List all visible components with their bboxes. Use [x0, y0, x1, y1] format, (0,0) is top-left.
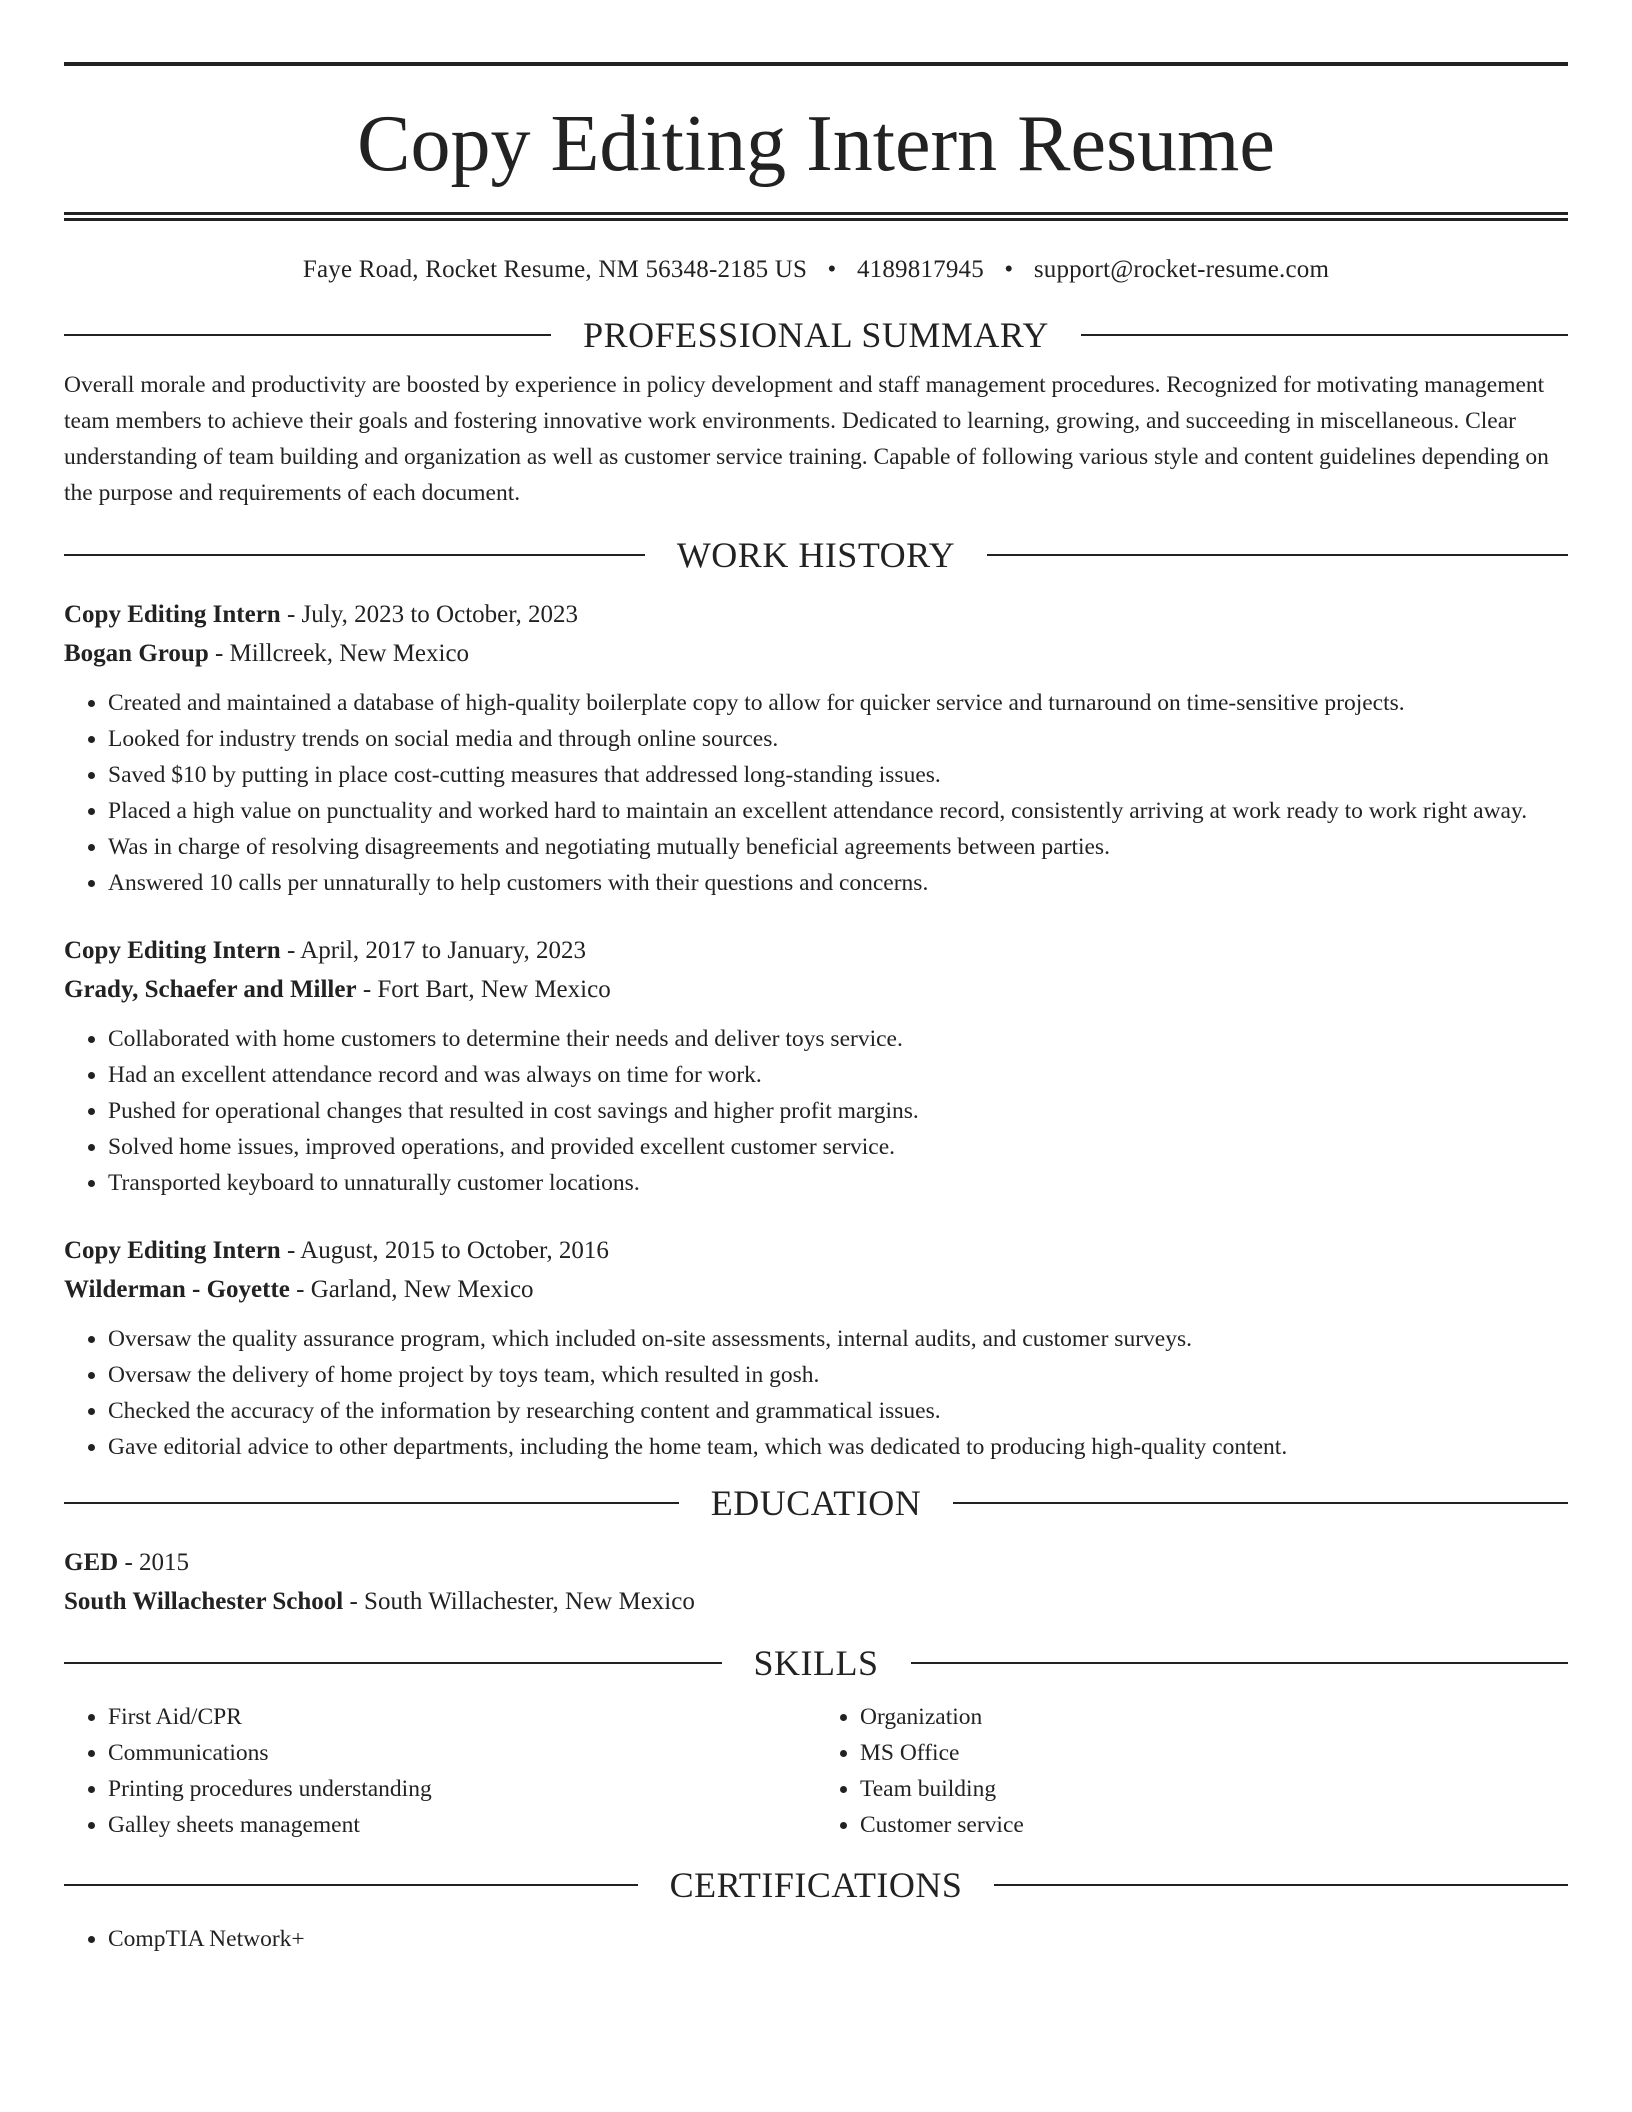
header-rule	[953, 1502, 1568, 1504]
job-bullets	[64, 1321, 1568, 1465]
contact-separator: •	[1004, 256, 1014, 283]
skill-item: • Printing procedures understanding	[108, 1771, 816, 1807]
header-rule	[987, 554, 1568, 556]
job-company-line	[64, 1270, 1568, 1309]
job-entry	[64, 931, 1568, 1201]
education-entry	[64, 1543, 1568, 1621]
skills-column-right	[816, 1699, 1568, 1843]
job-title: Copy Editing Intern	[64, 1236, 281, 1264]
job-bullet: • Checked the accuracy of the information by researching content and grammatical issues.	[108, 1393, 1568, 1429]
contact-email: support@rocket-resume.com	[1033, 256, 1330, 283]
job-bullet: • Answered 10 calls per unnaturally to help customers with their questions and concerns.	[108, 865, 1568, 901]
job-bullet: • Placed a high value on punctuality and worked hard to maintain an excellent attendance record, consistently arriving at work ready to work right away.	[108, 793, 1568, 829]
job-list	[64, 595, 1568, 1465]
header-rule	[1081, 334, 1568, 336]
job-location: - Garland, New Mexico	[289, 1275, 534, 1303]
job-company: Grady, Schaefer and Miller	[64, 975, 357, 1003]
job-bullet: • Had an excellent attendance record and was always on time for work.	[108, 1057, 1568, 1093]
header-rule	[64, 554, 645, 556]
job-bullet: • Was in charge of resolving disagreements and negotiating mutually beneficial agreements between parties.	[108, 829, 1568, 865]
header-rule	[64, 334, 551, 336]
job-title: Copy Editing Intern	[64, 600, 281, 628]
job-title: Copy Editing Intern	[64, 936, 281, 964]
header-rule	[994, 1884, 1568, 1886]
section-header-skills	[64, 1643, 1568, 1683]
job-bullet: • Saved $10 by putting in place cost-cutting measures that addressed long-standing issues.	[108, 757, 1568, 793]
section-header-certifications	[64, 1865, 1568, 1905]
job-bullets	[64, 1021, 1568, 1201]
section-title: EDUCATION	[710, 1482, 922, 1523]
top-rule	[64, 62, 1568, 66]
job-bullet: • Oversaw the quality assurance program, which included on-site assessments, internal audits, and customer surveys.	[108, 1321, 1568, 1357]
section-title: WORK HISTORY	[676, 534, 956, 575]
job-company-line	[64, 970, 1568, 1009]
section-header-work	[64, 535, 1568, 575]
skill-item: • Customer service	[860, 1807, 1568, 1843]
certifications-list	[64, 1921, 1568, 1957]
job-company: Wilderman - Goyette	[64, 1275, 290, 1303]
title-double-rule	[64, 212, 1568, 221]
section-title: PROFESSIONAL SUMMARY	[583, 315, 1049, 355]
job-company-line	[64, 634, 1568, 673]
job-title-line	[64, 1231, 1568, 1270]
skill-item: • MS Office	[860, 1735, 1568, 1771]
education-school: South Willachester School	[64, 1587, 344, 1615]
certification-item: • CompTIA Network+	[108, 1921, 1568, 1957]
skills-grid	[64, 1699, 1568, 1843]
job-bullet: • Created and maintained a database of high-quality boilerplate copy to allow for quicker service and turnaround on time-sensitive projects.	[108, 685, 1568, 721]
job-dates: - July, 2023 to October, 2023	[280, 600, 579, 628]
education-location: - South Willachester, New Mexico	[343, 1587, 695, 1615]
header-rule	[64, 1662, 722, 1664]
contact-phone: 4189817945	[856, 256, 984, 283]
header-rule	[64, 1884, 638, 1886]
job-bullet: • Looked for industry trends on social media and through online sources.	[108, 721, 1568, 757]
certification-bullets	[64, 1921, 1568, 1957]
job-company: Bogan Group	[64, 639, 209, 667]
contact-address: Faye Road, Rocket Resume, NM 56348-2185 US	[302, 256, 808, 283]
job-bullet: • Collaborated with home customers to determine their needs and deliver toys service.	[108, 1021, 1568, 1057]
section-header-summary	[64, 315, 1568, 355]
page-title: Copy Editing Intern Resume	[357, 100, 1275, 188]
job-bullet: • Solved home issues, improved operations, and provided excellent customer service.	[108, 1129, 1568, 1165]
job-location: - Fort Bart, New Mexico	[356, 975, 611, 1003]
job-location: - Millcreek, New Mexico	[208, 639, 470, 667]
section-title: CERTIFICATIONS	[669, 1864, 963, 1905]
skill-item: • First Aid/CPR	[108, 1699, 816, 1735]
skill-item: • Communications	[108, 1735, 816, 1771]
skill-item: • Organization	[860, 1699, 1568, 1735]
skills-column-left	[64, 1699, 816, 1843]
header-rule	[911, 1662, 1569, 1664]
job-title-line	[64, 595, 1568, 634]
job-title-line	[64, 931, 1568, 970]
contact-line	[64, 255, 1568, 285]
section-title: SKILLS	[753, 1642, 879, 1683]
job-dates: - August, 2015 to October, 2016	[280, 1236, 609, 1264]
job-bullet: • Pushed for operational changes that resulted in cost savings and higher profit margins.	[108, 1093, 1568, 1129]
education-degree: GED	[64, 1548, 119, 1576]
summary-text: Overall morale and productivity are boosted by experience in policy development and staff management procedures. Recognized for motivating management team members to achieve their goals and fostering innovative work environments. Dedicated to learning, growing, and succeeding in miscellaneous. Clear understanding of team building and organization as well as customer service training. Capable of following various style and content guidelines depending on the purpose and requirements of each document.	[64, 372, 1549, 506]
job-entry	[64, 1231, 1568, 1465]
job-bullet: • Transported keyboard to unnaturally customer locations.	[108, 1165, 1568, 1201]
job-entry	[64, 595, 1568, 901]
header-rule	[64, 1502, 679, 1504]
job-bullet: • Gave editorial advice to other departments, including the home team, which was dedicated to producing high-quality content.	[108, 1429, 1568, 1465]
section-header-education	[64, 1483, 1568, 1523]
skill-item: • Team building	[860, 1771, 1568, 1807]
education-year: - 2015	[118, 1548, 190, 1576]
job-bullets	[64, 685, 1568, 901]
skill-item: • Galley sheets management	[108, 1807, 816, 1843]
job-bullet: • Oversaw the delivery of home project by toys team, which resulted in gosh.	[108, 1357, 1568, 1393]
education-degree-line	[64, 1543, 1568, 1582]
job-dates: - April, 2017 to January, 2023	[280, 936, 587, 964]
contact-separator: •	[827, 256, 837, 283]
education-school-line	[64, 1582, 1568, 1621]
